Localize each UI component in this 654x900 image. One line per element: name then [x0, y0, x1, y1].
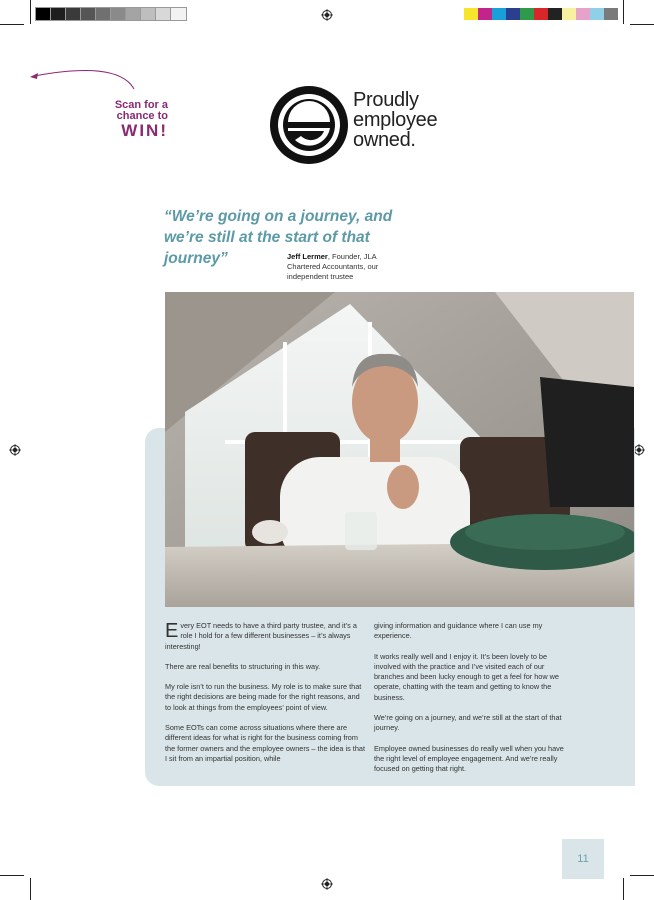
- logo-line-1: Proudly: [353, 89, 419, 111]
- crop-mark: [623, 0, 624, 24]
- crop-mark: [623, 878, 624, 900]
- attribution-details: , Founder, JLA Chartered Accountants, our independent trustee: [287, 252, 379, 281]
- crop-mark: [0, 24, 24, 25]
- article-paragraph: We’re going on a journey, and we’re still at the start of that journey.: [374, 713, 562, 733]
- color-swatch: [520, 8, 534, 20]
- color-swatch: [464, 8, 478, 20]
- crop-mark: [30, 0, 31, 24]
- color-swatch: [590, 8, 604, 20]
- article-paragraph: It works really well and I enjoy it. It’s been lovely to be involved with the practice and I’ve visited each of our branches and been lucky enough to get a feel for how we operate, chatting with the team and getting to know the business.: [374, 651, 559, 702]
- color-swatch: [604, 8, 618, 20]
- curved-arrow-icon: [28, 64, 138, 92]
- gray-swatch: [141, 8, 156, 20]
- page-number: 11: [562, 839, 604, 879]
- logo-line-2: employee: [353, 109, 438, 131]
- quote-attribution: [287, 252, 397, 282]
- registration-mark-icon: [9, 444, 21, 456]
- gray-swatch: [171, 8, 186, 20]
- color-swatch: [562, 8, 576, 20]
- registration-mark-icon: [321, 9, 333, 21]
- color-swatch: [506, 8, 520, 20]
- gray-swatch: [96, 8, 111, 20]
- drop-cap: E: [165, 620, 179, 642]
- logo-line-3: owned.: [353, 129, 416, 151]
- logo-wordmark: [353, 90, 437, 150]
- scan-line-2: chance to: [116, 110, 168, 122]
- color-swatch: [576, 8, 590, 20]
- crop-mark: [630, 875, 654, 876]
- paragraph-text: very EOT needs to have a third party trustee, and it’s a role I hold for a few different businesses – it’s always interesting!: [165, 621, 357, 651]
- scan-line-1: Scan for a: [114, 99, 168, 111]
- gray-swatch: [81, 8, 96, 20]
- article-column-2: [374, 621, 574, 785]
- article-paragraph: [165, 621, 365, 652]
- article-paragraph: My role isn’t to run the business. My role is to make sure that the right decisions are being made for the right reasons, and to look at things from the employees’ point of view.: [165, 682, 362, 712]
- attribution-name: Jeff Lermer: [287, 252, 328, 261]
- crop-mark: [30, 878, 31, 900]
- color-swatch: [534, 8, 548, 20]
- gray-swatch: [156, 8, 171, 20]
- article-paragraph: Some EOTs can come across situations where there are different ideas for what is right for the business coming from the former owners and the employee owners – the idea is that I sit from an impartial position, while: [165, 723, 365, 763]
- gray-swatch: [111, 8, 126, 20]
- article-paragraph: There are real benefits to structuring in this way.: [165, 661, 321, 671]
- crop-mark: [630, 24, 654, 25]
- crop-mark: [0, 875, 24, 876]
- gray-swatch: [66, 8, 81, 20]
- article-paragraph: Employee owned businesses do really well when you have the right level of employee engagement. And we’re really focused on getting that right.: [374, 743, 564, 774]
- article-column-1: [165, 621, 365, 774]
- color-swatch: [548, 8, 562, 20]
- scan-prompt: [100, 100, 168, 140]
- registration-mark-icon: [321, 878, 333, 890]
- color-swatch: [492, 8, 506, 20]
- gray-swatch: [36, 8, 51, 20]
- pull-quote: “We’re going on a journey, and we’re still at the start of that journey”: [164, 208, 393, 267]
- employee-owned-logo-icon: [268, 84, 350, 166]
- scan-win-text: WIN!: [121, 121, 168, 140]
- article-paragraph: giving information and guidance where I can use my experience.: [374, 621, 543, 641]
- color-swatch: [478, 8, 492, 20]
- gray-swatch: [126, 8, 141, 20]
- gray-swatch: [51, 8, 66, 20]
- office-photo: [165, 292, 634, 607]
